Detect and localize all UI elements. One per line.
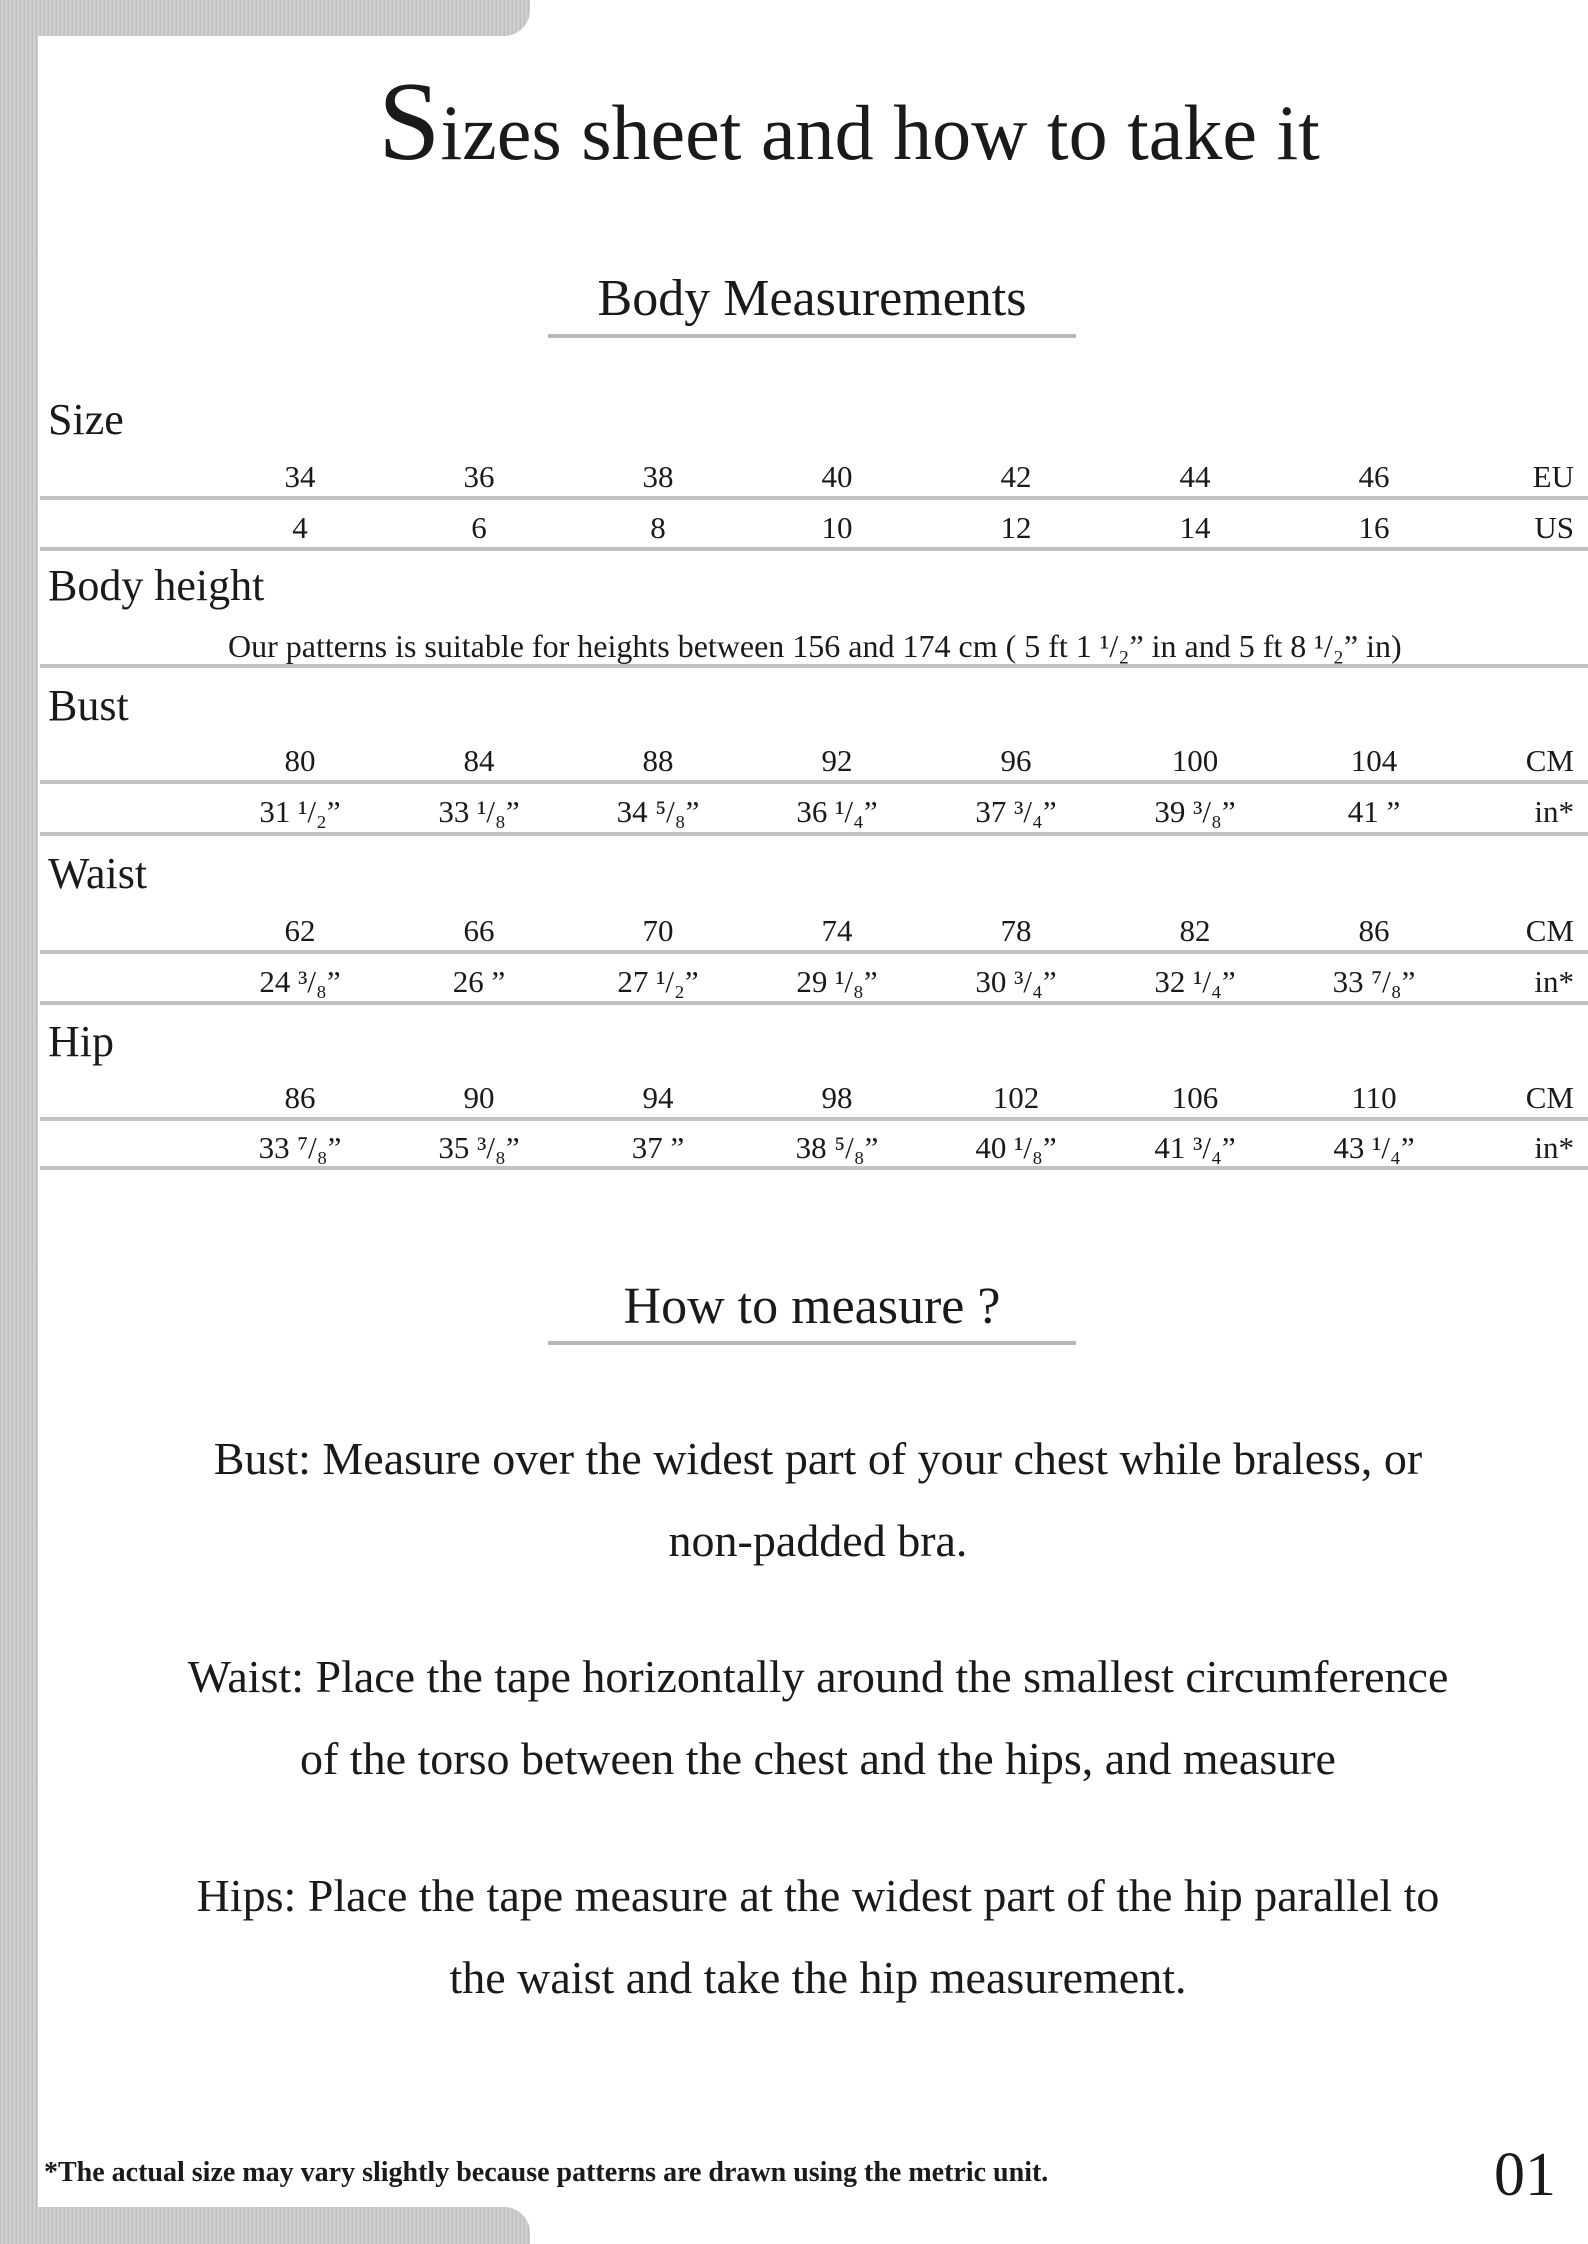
size-cell: 38 bbox=[642, 459, 674, 494]
waist-cm-row bbox=[40, 907, 1588, 955]
size-cell: 36 bbox=[463, 459, 495, 494]
size-label: Size bbox=[48, 395, 124, 444]
unit-label: CM bbox=[1525, 913, 1574, 948]
size-cell: 12 bbox=[1000, 510, 1032, 545]
waist-instruction bbox=[48, 1636, 1588, 1800]
measurement-cell: 37 ” bbox=[631, 1130, 685, 1165]
measurement-cell: 40 ¹/₈” bbox=[975, 1130, 1057, 1165]
page-number: 01 bbox=[1494, 2141, 1556, 2209]
unit-label: in* bbox=[1534, 1130, 1574, 1165]
measurement-cell: 80 bbox=[284, 743, 316, 778]
row-divider bbox=[40, 1117, 1588, 1121]
measurement-cell: 104 bbox=[1350, 743, 1398, 778]
measurement-cell: 62 bbox=[284, 913, 316, 948]
measurement-cell: 41 ” bbox=[1347, 794, 1401, 829]
bust-label: Bust bbox=[48, 681, 129, 730]
measurement-cell: 94 bbox=[642, 1080, 674, 1115]
instruction-line: the waist and take the hip measurement. bbox=[449, 1952, 1187, 2003]
size-cell: 46 bbox=[1358, 459, 1390, 494]
unit-label: CM bbox=[1525, 1080, 1574, 1115]
measurement-cell: 24 ³/₈” bbox=[259, 964, 341, 999]
title-initial: S bbox=[378, 60, 441, 184]
title-text: izes sheet and how to take it bbox=[440, 89, 1320, 176]
unit-label: CM bbox=[1525, 743, 1574, 778]
measurement-cell: 29 ¹/₈” bbox=[796, 964, 878, 999]
measurement-cell: 34 ⁵/₈” bbox=[616, 794, 700, 829]
measurement-cell: 66 bbox=[463, 913, 495, 948]
measurement-cell: 43 ¹/₄” bbox=[1333, 1130, 1415, 1165]
size-cell: 44 bbox=[1179, 459, 1211, 494]
measurement-cell: 100 bbox=[1171, 743, 1219, 778]
measurement-cell: 37 ³/₄” bbox=[975, 794, 1057, 829]
measurement-cell: 90 bbox=[463, 1080, 495, 1115]
size-cell: 10 bbox=[821, 510, 853, 545]
body-height-label: Body height bbox=[48, 561, 265, 610]
measurement-cell: 96 bbox=[1000, 743, 1032, 778]
size-cell: 16 bbox=[1358, 510, 1390, 545]
bust-cm-row bbox=[40, 737, 1588, 785]
section-underline bbox=[548, 1341, 1076, 1345]
waist-in-row bbox=[40, 958, 1588, 1006]
measurement-cell: 110 bbox=[1351, 1080, 1397, 1115]
measurement-cell: 82 bbox=[1179, 913, 1211, 948]
measurement-cell: 30 ³/₄” bbox=[975, 964, 1057, 999]
eu-size-row bbox=[40, 453, 1588, 501]
size-cell: 40 bbox=[821, 459, 853, 494]
row-divider bbox=[40, 664, 1588, 668]
page-border-left bbox=[0, 0, 38, 2244]
instruction-line: Hips: Place the tape measure at the widest part of the hip parallel to bbox=[196, 1870, 1440, 1921]
measurement-cell: 27 ¹/₂” bbox=[617, 964, 699, 999]
page-border-bottom bbox=[0, 2207, 530, 2244]
measurement-cell: 26 ” bbox=[452, 964, 506, 999]
measurement-cell: 78 bbox=[1000, 913, 1032, 948]
instruction-line: of the torso between the chest and the hips, and measure bbox=[300, 1733, 1336, 1784]
row-divider bbox=[40, 547, 1588, 551]
measurement-cell: 86 bbox=[284, 1080, 316, 1115]
measurement-cell: 36 ¹/₄” bbox=[796, 794, 878, 829]
instruction-line: Bust: Measure over the widest part of your chest while braless, or bbox=[213, 1433, 1423, 1484]
footnote: *The actual size may vary slightly because patterns are drawn using the metric unit. bbox=[44, 2157, 1049, 2188]
measurement-cell: 33 ⁷/₈” bbox=[258, 1130, 342, 1165]
section-underline bbox=[548, 334, 1076, 338]
hip-in-row bbox=[40, 1124, 1588, 1172]
size-cell: 4 bbox=[292, 510, 308, 545]
row-divider bbox=[40, 832, 1588, 836]
measurement-cell: 38 ⁵/₈” bbox=[795, 1130, 879, 1165]
unit-label: in* bbox=[1534, 964, 1574, 999]
measurement-cell: 98 bbox=[821, 1080, 853, 1115]
page-title bbox=[0, 55, 1588, 189]
size-cell: 6 bbox=[471, 510, 487, 545]
size-cell: 8 bbox=[650, 510, 666, 545]
size-cell: 42 bbox=[1000, 459, 1032, 494]
measurement-cell: 32 ¹/₄” bbox=[1154, 964, 1236, 999]
us-size-row bbox=[40, 504, 1588, 552]
hips-instruction bbox=[48, 1855, 1588, 2019]
measurement-cell: 92 bbox=[821, 743, 853, 778]
section-heading-body-measurements: Body Measurements bbox=[597, 270, 1027, 327]
measurement-cell: 86 bbox=[1358, 913, 1390, 948]
instruction-line: Waist: Place the tape horizontally around the smallest circumference bbox=[187, 1651, 1449, 1702]
waist-label: Waist bbox=[48, 849, 148, 898]
measurement-cell: 106 bbox=[1171, 1080, 1219, 1115]
measurement-cell: 35 ³/₈” bbox=[438, 1130, 520, 1165]
unit-label: in* bbox=[1534, 794, 1574, 829]
bust-in-row bbox=[40, 788, 1588, 836]
measurement-cell: 33 ⁷/₈” bbox=[1332, 964, 1416, 999]
unit-label: EU bbox=[1532, 459, 1574, 494]
measurement-cell: 31 ¹/₂” bbox=[259, 794, 341, 829]
measurement-cell: 33 ¹/₈” bbox=[438, 794, 520, 829]
instruction-line: non-padded bra. bbox=[668, 1515, 968, 1566]
bust-instruction bbox=[48, 1418, 1588, 1582]
body-height-note: Our patterns is suitable for heights between 156 and 174 cm ( 5 ft 1 ¹/₂” in and 5 ft 8 ¹/₂” in) bbox=[228, 628, 1402, 664]
row-divider bbox=[40, 780, 1588, 784]
measurement-cell: 39 ³/₈” bbox=[1154, 794, 1236, 829]
row-divider bbox=[40, 496, 1588, 500]
row-divider bbox=[40, 950, 1588, 954]
measurement-cell: 70 bbox=[642, 913, 674, 948]
measurement-cell: 88 bbox=[642, 743, 674, 778]
size-cell: 14 bbox=[1179, 510, 1211, 545]
size-cell: 34 bbox=[284, 459, 316, 494]
row-divider bbox=[40, 1166, 1588, 1170]
row-divider bbox=[40, 1001, 1588, 1005]
page-border-top bbox=[0, 0, 530, 36]
measurement-cell: 74 bbox=[821, 913, 853, 948]
measurement-cell: 102 bbox=[992, 1080, 1040, 1115]
unit-label: US bbox=[1534, 510, 1574, 545]
hip-label: Hip bbox=[48, 1017, 114, 1066]
measurement-cell: 84 bbox=[463, 743, 495, 778]
measurement-cell: 41 ³/₄” bbox=[1154, 1130, 1236, 1165]
section-heading-how-to-measure: How to measure ? bbox=[623, 1278, 1001, 1335]
hip-cm-row bbox=[40, 1074, 1588, 1122]
